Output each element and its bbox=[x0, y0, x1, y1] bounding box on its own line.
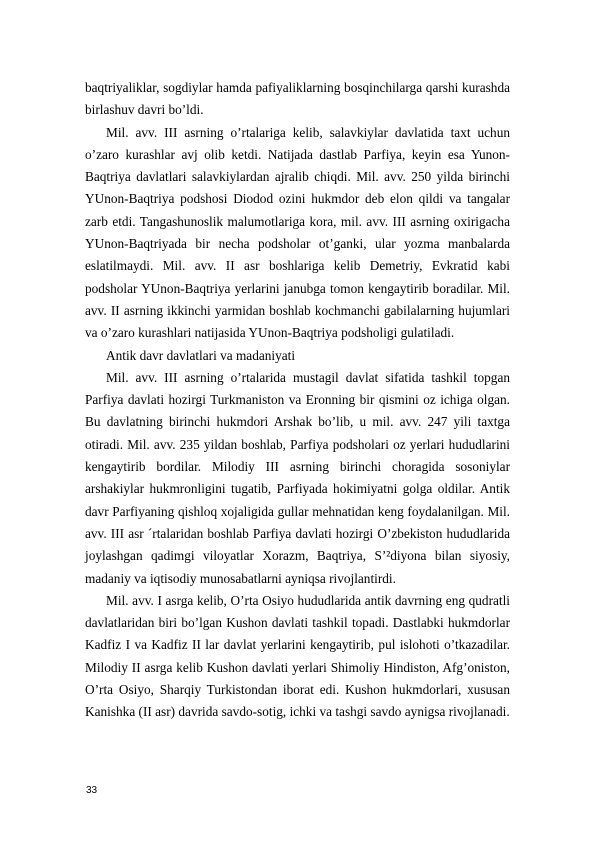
paragraph-kushon: Mil. avv. I asrga kelib, O’rta Osiyo hududlarida antik davrning eng qudratli davlatlaridan biri bo’lgan Kushon davlati tashkil topadi. Dastlabki hukmdorlar Kadfiz I va Kadfiz II lar davlat yerlarini kengaytirib, pul islohoti o’tkazadilar. Milodiy II asrga kelib Kushon davlati yerlari Shimoliy Hindiston, Afg’oniston, O’rta Osiyo, Sharqiy Turkistondan iborat edi. Kushon hukmdorlari, xususan Kanishka (II asr) davrida savdo-sotig, ichki va tashgi savdo aynigsa rivojlanadi. bbox=[85, 592, 510, 720]
paragraph-continuation: baqtriyaliklar, sogdiylar hamda pafiyaliklarning bosqinchilarga qarshi kurashda birlashuv davri bo’ldi. bbox=[85, 80, 510, 118]
document-body bbox=[85, 77, 510, 724]
paragraph-parfiya: Mil. avv. III asrning o’rtalarida mustagil davlat sifatida tashkil topgan Parfiya davlati hozirgi Turkmaniston va Eronning bir qismini oz ichiga olgan. Bu davlatning birinchi hukmdori Arshak bo’lib, u mil. avv. 247 yili taxtga otiradi. Mil. avv. 235 yildan boshlab, Parfiya podsholari oz yerlari hududlarini kengaytirib bordilar. Milodiy III asrning birinchi choragida sosoniylar arshakiylar hukmronligini tugatib, Parfiyada hokimiyatni golga oldilar. Antik davr Parfiyaning qishloq xojaligida gullar mehnatidan keng foydalanilgan. Mil. avv. III asr ´rtalaridan boshlab Parfiya davlati hozirgi O’zbekiston hududlarida joylashgan qadimgi viloyatlar Xorazm, Baqtriya, S’²diyona bilan siyosiy, madaniy va iqtisodiy munosabatlarni ayniqsa rivojlantirdi. bbox=[85, 369, 510, 586]
page-number: 33 bbox=[86, 785, 98, 796]
section-heading: Antik davr davlatlari va madaniyati bbox=[106, 347, 296, 363]
paragraph-salavkiylar: Mil. avv. III asrning o’rtalariga kelib, salavkiylar davlatida taxt uchun o’zaro kurashlar avj olib ketdi. Natijada dastlab Parfiya, keyin esa Yunon-Baqtriya davlatlari salavkiylardan ajralib chiqdi. Mil. avv. 250 yilda birinchi YUnon-Baqtriya podshosi Diodod ozini hukmdor deb elon qildi va tangalar zarb etdi. Tangashunoslik malumotlariga kora, mil. avv. III asrning oxirigacha YUnon-Baqtriyada bir necha podsholar ot’ganki, ular yozma manbalarda eslatilmaydi. Mil. avv. II asr boshlariga kelib Demetriy, Evkratid kabi podsholar YUnon-Baqtriya yerlarini janubga tomon kengaytirib boradilar. Mil. avv. II asrning ikkinchi yarmidan boshlab kochmanchi gabilalarning hujumlari va o’zaro kurashlari natijasida YUnon-Baqtriya podsholigi gulatiladi. bbox=[85, 124, 510, 341]
